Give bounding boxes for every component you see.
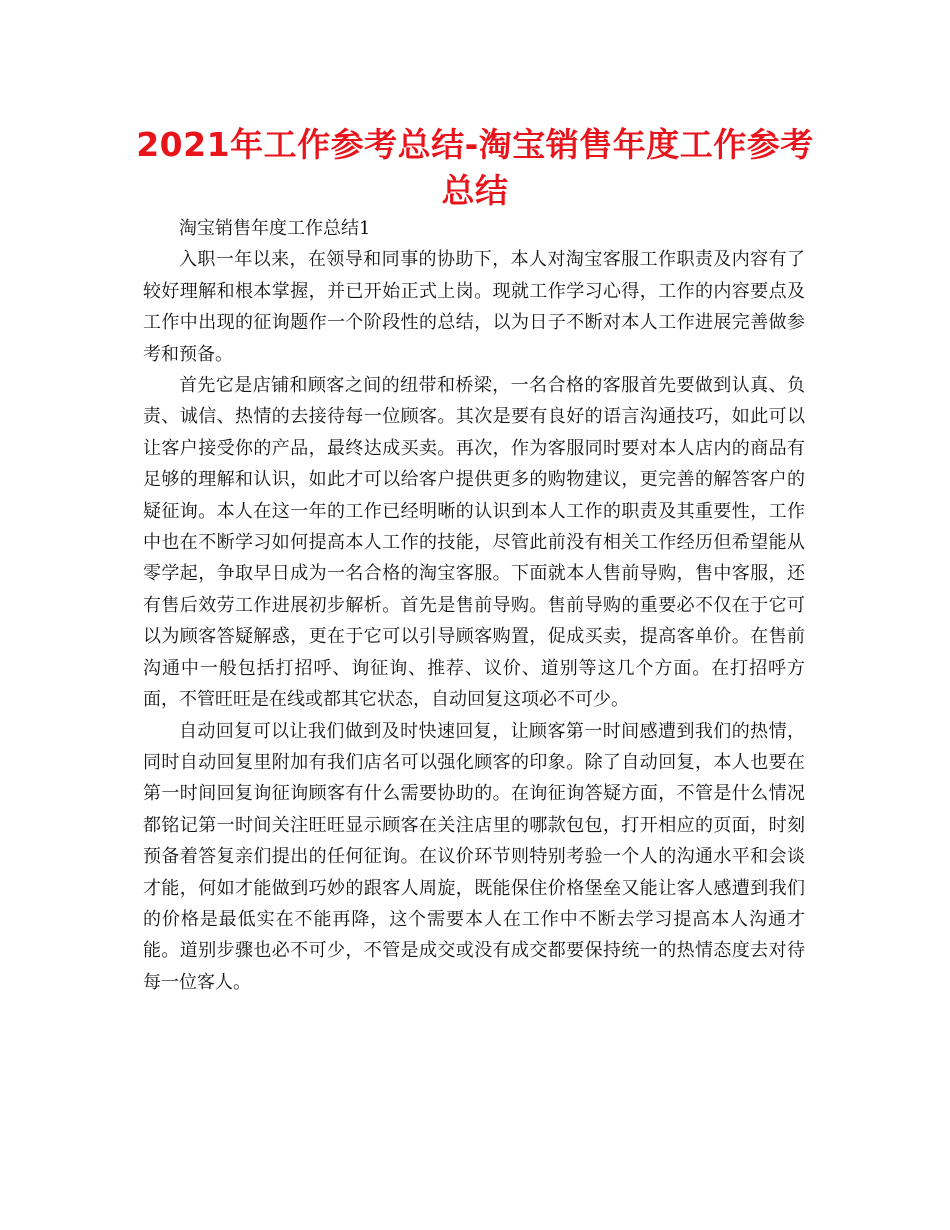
paragraph: 自动回复可以让我们做到及时快速回复，让顾客第一时间感遭到我们的热情，同时自动回复里附加有我们店名可以强化顾客的印象。除了自动回复，本人也要在第一时间回复询征询顾客有什么需要协助的。在询征询答疑方面，不管是什么情况都铭记第一时间关注旺旺显示顾客在关注店里的哪款包包，打开相应的页面，时刻预备着答复亲们提出的任何征询。在议价环节则特别考验一个人的沟通水平和会谈才能，何如才能做到巧妙的跟客人周旋，既能保住价格堡垒又能让客人感遭到我们的价格是最低实在不能再降，这个需要本人在工作中不断去学习提高本人沟通才能。道别步骤也必不可少，不管是成交或没有成交都要保持统一的热情态度去对待每一位客人。 [143, 720, 805, 993]
document-title: 2021年工作参考总结-淘宝销售年度工作参考总结 [136, 125, 814, 210]
document-body [143, 213, 805, 998]
paragraph: 首先它是店铺和顾客之间的纽带和桥梁，一名合格的客服首先要做到认真、负责、诚信、热情的去接待每一位顾客。其次是要有良好的语言沟通技巧，如此可以让客户接受你的产品，最终达成买卖。再次，作为客服同时要对本人店内的商品有足够的理解和认识，如此才可以给客户提供更多的购物建议，更完善的解答客户的疑征询。本人在这一年的工作已经明晰的认识到本人工作的职责及其重要性，工作中也在不断学习如何提高本人工作的技能，尽管此前没有相关工作经历但希望能从零学起，争取早日成为一名合格的淘宝客服。下面就本人售前导购，售中客服，还有售后效劳工作进展初步解析。首先是售前导购。售前导购的重要必不仅在于它可以为顾客答疑解惑，更在于它可以引导顾客购置，促成买卖，提高客单价。在售前沟通中一般包括打招呼、询征询、推荐、议价、道别等这几个方面。在打招呼方面，不管旺旺是在线或都其它状态，自动回复这项必不可少。 [143, 375, 805, 711]
paragraph: 入职一年以来，在领导和同事的协助下，本人对淘宝客服工作职责及内容有了较好理解和根本掌握，并已开始正式上岗。现就工作学习心得，工作的内容要点及工作中出现的征询题作一个阶段性的总结，以为日子不断对本人工作进展完善做参考和预备。 [143, 249, 805, 365]
section-heading: 淘宝销售年度工作总结1 [179, 218, 371, 239]
